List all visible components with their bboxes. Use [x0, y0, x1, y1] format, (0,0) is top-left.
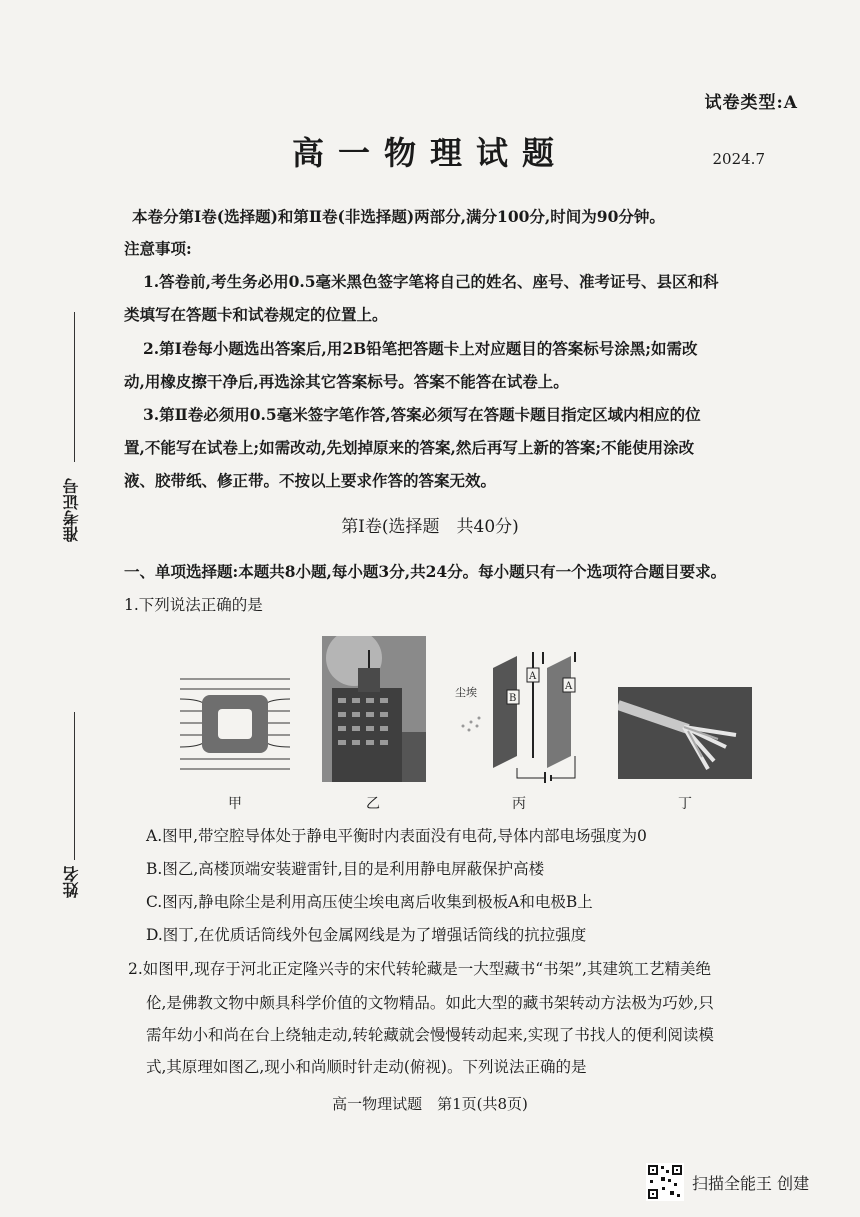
note-line: 1.答卷前,考生务必用0.5毫米黑色签字笔将自己的姓名、座号、准考证号、县区和科 — [143, 272, 719, 291]
scanner-credit-text: 扫描全能王 创建 — [692, 1173, 810, 1193]
note-line: 2.第Ⅰ卷每小题选出答案后,用2B铅笔把答题卡上对应题目的答案标号涂黑;如需改 — [143, 339, 698, 358]
q1-option-b: B.图乙,高楼顶端安装避雷针,目的是利用静电屏蔽保护高楼 — [146, 860, 545, 878]
figure-ding — [618, 687, 752, 779]
q2-line: 需年幼小和尚在台上绕轴走动,转轮藏就会慢慢转动起来,实现了书找人的便利阅读模 — [146, 1026, 714, 1044]
figure-bing — [455, 648, 590, 783]
figure-bing-label-a2: A — [565, 681, 573, 692]
q1-option-d: D.图丁,在优质话筒线外包金属网线是为了增强话筒线的抗拉强度 — [146, 926, 587, 944]
note-line: 液、胶带纸、修正带。不按以上要求作答的答案无效。 — [124, 471, 497, 490]
q1-stem: 1.下列说法正确的是 — [124, 596, 263, 614]
figure-caption-bing: 丙 — [512, 796, 526, 812]
section-title: 第Ⅰ卷(选择题 共40分) — [341, 517, 519, 537]
note-line: 置,不能写在试卷上;如需改动,先划掉原来的答案,然后再写上新的答案;不能使用涂改 — [124, 438, 695, 457]
intro-text: 本卷分第Ⅰ卷(选择题)和第Ⅱ卷(非选择题)两部分,满分100分,时间为90分钟。 — [132, 207, 665, 226]
name-line — [74, 712, 75, 860]
q2-line: 式,其原理如图乙,现小和尚顺时针走动(俯视)。下列说法正确的是 — [146, 1058, 587, 1076]
exam-no-line — [74, 312, 75, 462]
name-label: 姓名 — [62, 866, 81, 898]
q1-option-c: C.图丙,静电除尘是利用高压使尘埃电离后收集到极板A和电极B上 — [146, 893, 593, 911]
page-footer: 高一物理试题 第1页(共8页) — [332, 1095, 528, 1113]
q2-line: 2.如图甲,现存于河北正定隆兴寺的宋代转轮藏是一大型藏书“书架”,其建筑工艺精美绝 — [128, 960, 711, 978]
figure-caption-yi: 乙 — [366, 796, 380, 812]
page-title: 高一物理试题 — [291, 134, 568, 172]
figure-bing-label-dust: 尘埃 — [455, 686, 477, 699]
exam-no-label: 准考证号 — [62, 478, 81, 542]
qr-code-icon — [646, 1163, 684, 1201]
figure-yi — [322, 636, 426, 782]
figure-bing-label-b: B — [509, 693, 517, 704]
scanner-credit — [646, 1163, 809, 1201]
figure-bing-label-a1: A — [529, 671, 537, 682]
q2-line: 伦,是佛教文物中颇具科学价值的文物精品。如此大型的藏书架转动方法极为巧妙,只 — [146, 994, 714, 1012]
note-line: 3.第Ⅱ卷必须用0.5毫米签字笔作答,答案必须写在答题卡题目指定区域内相应的位 — [143, 405, 701, 424]
part1-instructions: 一、单项选择题:本题共8小题,每小题3分,共24分。每小题只有一个选项符合题目要求。 — [124, 562, 727, 581]
figure-caption-ding: 丁 — [678, 796, 692, 812]
note-line: 动,用橡皮擦干净后,再选涂其它答案标号。答案不能答在试卷上。 — [124, 372, 569, 391]
figure-caption-jia: 甲 — [228, 796, 242, 812]
note-line: 类填写在答题卡和试卷规定的位置上。 — [124, 305, 388, 324]
q1-option-a: A.图甲,带空腔导体处于静电平衡时内表面没有电荷,导体内部电场强度为0 — [146, 827, 647, 845]
exam-type: 试卷类型:A — [704, 93, 798, 113]
figure-jia — [176, 665, 294, 783]
exam-date: 2024.7 — [712, 150, 765, 168]
notes-title: 注意事项: — [124, 239, 192, 258]
